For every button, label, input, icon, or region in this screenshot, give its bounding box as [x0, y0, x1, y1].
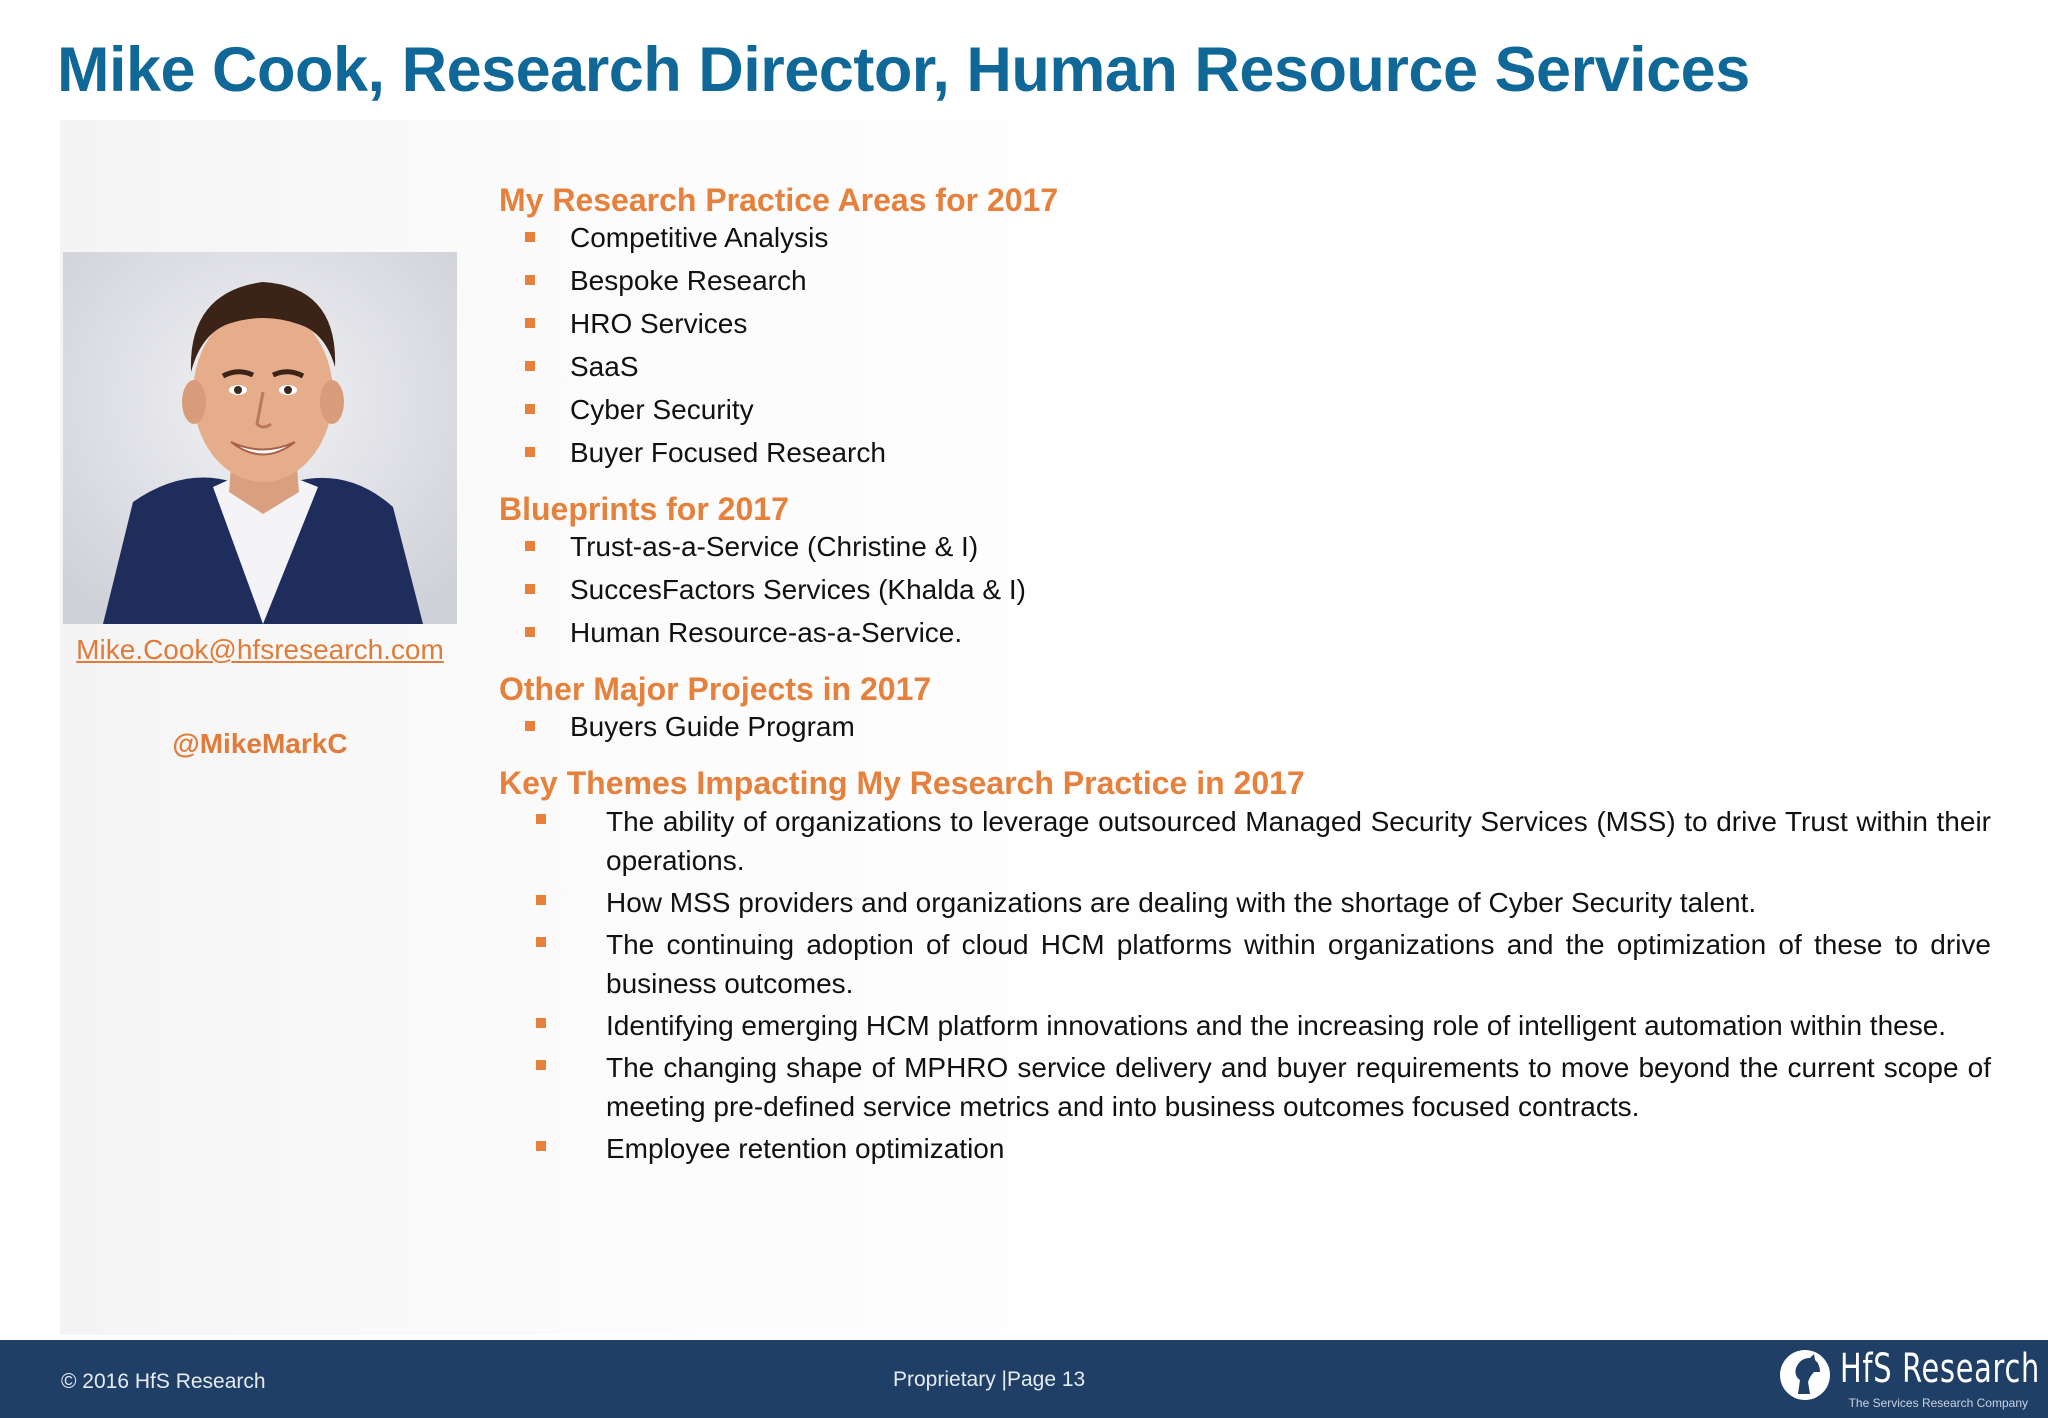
page-title: Mike Cook, Research Director, Human Resource Services [57, 35, 1750, 105]
list-item-text: How MSS providers and organizations are dealing with the shortage of Cyber Security talent. [606, 887, 1757, 918]
list-item [499, 1129, 1991, 1168]
list-item [499, 925, 1991, 1003]
section-heading-practice-areas: My Research Practice Areas for 2017 [499, 182, 1059, 218]
list-item-text: Buyer Focused Research [570, 437, 886, 468]
main-content [499, 182, 1991, 1171]
hfs-logo [1780, 1346, 2040, 1412]
list-item-text: Buyers Guide Program [570, 711, 855, 742]
key-themes-list [499, 802, 1991, 1168]
section-heading-blueprints: Blueprints for 2017 [499, 491, 789, 527]
bullet-square-icon [536, 895, 546, 905]
list-item-text: SuccesFactors Services (Khalda & I) [570, 574, 1026, 605]
list-item [499, 708, 1991, 751]
list-item [499, 262, 1991, 305]
list-item [499, 219, 1991, 262]
list-item [499, 1006, 1991, 1045]
list-item-text: Employee retention optimization [606, 1133, 1005, 1164]
bullet-square-icon [525, 541, 535, 551]
list-item-text: The ability of organizations to leverage outsourced Managed Security Services (MSS) to drive Trust within their operations. [606, 806, 1991, 876]
bullet-square-icon [536, 814, 546, 824]
bullet-square-icon [525, 584, 535, 594]
bullet-square-icon [536, 1060, 546, 1070]
list-item-text: HRO Services [570, 308, 748, 339]
list-item [499, 348, 1991, 391]
list-item [499, 528, 1991, 571]
practice-areas-list [499, 219, 1991, 477]
bullet-square-icon [536, 937, 546, 947]
list-item-text: SaaS [570, 351, 639, 382]
bullet-square-icon [525, 404, 535, 414]
list-item-text: Trust-as-a-Service (Christine & I) [570, 531, 979, 562]
section-heading-projects: Other Major Projects in 2017 [499, 671, 932, 707]
list-item-text: Human Resource-as-a-Service. [570, 617, 963, 648]
email-link[interactable]: Mike.Cook@hfsresearch.com [76, 634, 444, 665]
section-heading-key-themes: Key Themes Impacting My Research Practice in 2017 [499, 765, 1305, 801]
logo-tagline: The Services Research Company [1848, 1396, 2028, 1410]
list-item [499, 434, 1991, 477]
bullet-square-icon [536, 1018, 546, 1028]
profile-photo [63, 252, 457, 624]
horse-head-icon [1780, 1350, 1830, 1400]
list-item-text: The changing shape of MPHRO service delivery and buyer requirements to move beyond the current scope of meeting pre-defined service metrics and into business outcomes focused contracts. [606, 1052, 1991, 1122]
list-item-text: The continuing adoption of cloud HCM platforms within organizations and the optimization of these to drive business outcomes. [606, 929, 1991, 999]
logo-wordmark: HfS Research [1840, 1346, 2040, 1392]
footer-page-label: Proprietary |Page 13 [893, 1368, 1086, 1391]
bullet-square-icon [525, 721, 535, 731]
bullet-square-icon [525, 318, 535, 328]
list-item [499, 614, 1991, 657]
footer-bar [0, 1340, 2048, 1418]
list-item-text: Identifying emerging HCM platform innovations and the increasing role of intelligent automation within these. [606, 1010, 1947, 1041]
list-item [499, 883, 1991, 922]
bullet-square-icon [525, 627, 535, 637]
list-item-text: Competitive Analysis [570, 222, 829, 253]
projects-list [499, 708, 1991, 751]
list-item-text: Bespoke Research [570, 265, 807, 296]
list-item [499, 1048, 1991, 1126]
bullet-square-icon [525, 361, 535, 371]
bullet-square-icon [536, 1141, 546, 1151]
list-item [499, 391, 1991, 434]
list-item-text: Cyber Security [570, 394, 754, 425]
list-item [499, 802, 1991, 880]
list-item [499, 305, 1991, 348]
bullet-square-icon [525, 232, 535, 242]
bullet-square-icon [525, 275, 535, 285]
bullet-square-icon [525, 447, 535, 457]
list-item [499, 571, 1991, 614]
blueprints-list [499, 528, 1991, 657]
twitter-handle: @MikeMarkC [172, 728, 348, 759]
footer-copyright: © 2016 HfS Research [61, 1370, 266, 1393]
